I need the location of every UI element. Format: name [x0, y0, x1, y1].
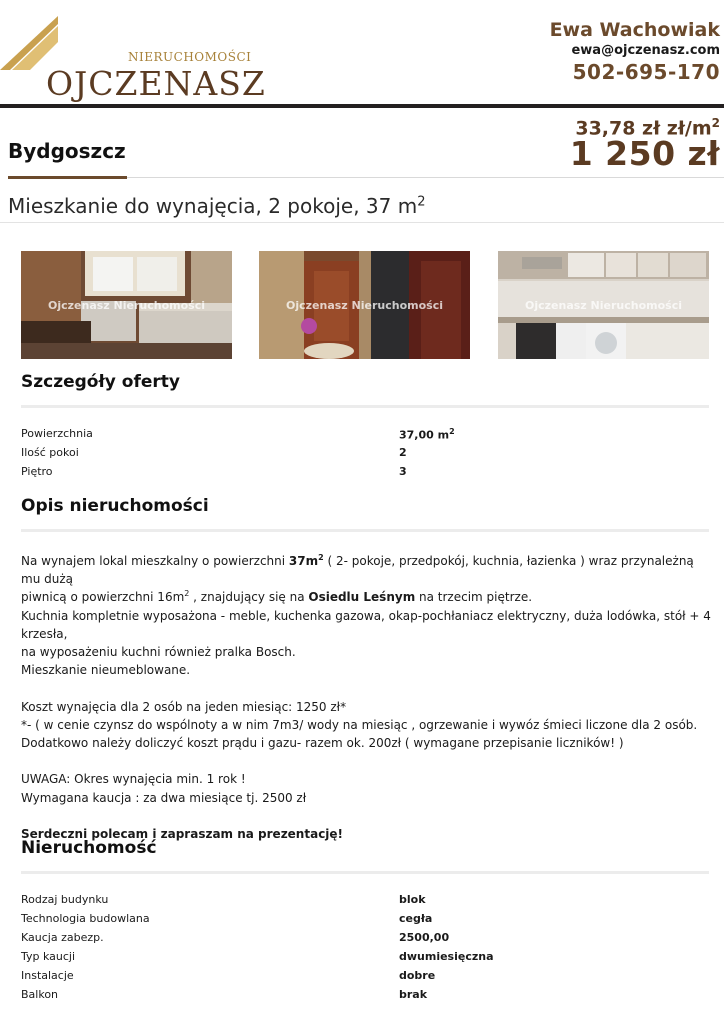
offer-details-heading: Szczegóły oferty: [21, 372, 180, 392]
description-closing: Serdeczni polecam i zapraszam na prezentację!: [21, 827, 344, 841]
title-divider: [0, 222, 724, 223]
photo-watermark: Ojczenasz Nieruchomości: [48, 299, 205, 312]
property-label-deposit-type: Typ kaucji: [21, 950, 76, 963]
detail-value-area: 37,00 $m^2$: [399, 427, 455, 442]
property-label-technology: Technologia budowlana: [21, 912, 150, 925]
agency-logo: [0, 12, 266, 103]
property-value-deposit: 2500,00: [399, 931, 450, 944]
offer-details-divider: [21, 405, 709, 408]
description-line: na wyposażeniu kuchni również pralka Bosch.: [21, 645, 296, 660]
description-body: [21, 552, 711, 843]
page-header: [0, 0, 724, 103]
listing-title: Mieszkanie do wynajęcia, 2 pokoje, 37 $m^2$: [8, 194, 426, 218]
city-divider: [127, 177, 724, 178]
description-line: Mieszkanie nieumeblowane.: [21, 663, 191, 678]
property-value-installations: dobre: [399, 969, 436, 982]
listing-city: Bydgoszcz: [8, 139, 126, 163]
photo-watermark: Ojczenasz Nieruchomości: [286, 299, 443, 312]
property-value-technology: cegła: [399, 912, 433, 925]
city-underline: [8, 176, 127, 179]
property-label-deposit: Kaucja zabezp.: [21, 931, 104, 944]
property-value-building: blok: [399, 893, 426, 906]
agent-contact: [550, 18, 720, 85]
photo-watermark: Ojczenasz Nieruchomości: [525, 299, 682, 312]
description-heading: Opis nieruchomości: [21, 496, 209, 516]
property-divider: [21, 871, 709, 874]
description-line: Kuchnia kompletnie wyposażona - meble, kuchenka gazowa, okap-pochłaniacz elektryczny, duża lodówka, stół + 4 krzesła,: [21, 608, 711, 641]
photo-living-room[interactable]: [21, 251, 232, 359]
header-divider: [0, 104, 724, 108]
property-value-balcony: brak: [399, 988, 428, 1001]
description-line: UWAGA: Okres wynajęcia min. 1 rok !: [21, 772, 246, 787]
detail-label-floor: Piętro: [21, 465, 53, 478]
photo-hallway[interactable]: [259, 251, 470, 359]
property-heading: Nieruchomość: [21, 838, 157, 858]
description-line: piwnicą o powierzchni $16m^2$ , znajdujący się na Osiedlu Leśnym na trzecim piętrze.: [21, 589, 533, 605]
property-value-deposit-type: dwumiesięczna: [399, 950, 494, 963]
description-divider: [21, 529, 709, 532]
description-line: Wymagana kaucja : za dwa miesiące tj. 2500 zł: [21, 790, 307, 805]
agent-email[interactable]: ewa@ojczenasz.com: [571, 43, 720, 58]
property-label-balcony: Balkon: [21, 988, 59, 1001]
property-label-building: Rodzaj budynku: [21, 893, 109, 906]
description-line: Na wynajem lokal mieszkalny o powierzchni $37m^2$ ( 2- pokoje, przedpokój, kuchnia, łazienka ) wraz przynależną mu dużą: [21, 553, 694, 587]
agent-name: Ewa Wachowiak: [549, 19, 720, 41]
property-label-installations: Instalacje: [21, 969, 74, 982]
listing-price: 1 250 zł: [569, 134, 720, 173]
detail-value-rooms: 2: [399, 446, 407, 459]
photo-kitchen[interactable]: [498, 251, 709, 359]
description-line: *- ( w cenie czynsz do wspólnoty a w nim 7m3/ wody na miesiąc , ogrzewanie i wywóz śmieci liczone dla 2 osób.: [21, 717, 698, 732]
description-line: Koszt wynajęcia dla 2 osób na jeden miesiąc: 1250 zł*: [21, 699, 347, 714]
detail-label-rooms: Ilość pokoi: [21, 446, 79, 459]
logo-subtitle: NIERUCHOMOŚCI: [128, 50, 252, 64]
description-line: Dodatkowo należy doliczyć koszt prądu i gazu- razem ok. 200zł ( wymagane przepisanie liczników! ): [21, 736, 624, 751]
detail-label-area: Powierzchnia: [21, 427, 93, 440]
price-per-m2: 33,78 zł $zł/m^2$: [575, 116, 720, 140]
detail-value-floor: 3: [399, 465, 407, 478]
agent-phone[interactable]: 502-695-170: [572, 60, 720, 84]
logo-title: OJCZENASZ: [46, 64, 266, 103]
